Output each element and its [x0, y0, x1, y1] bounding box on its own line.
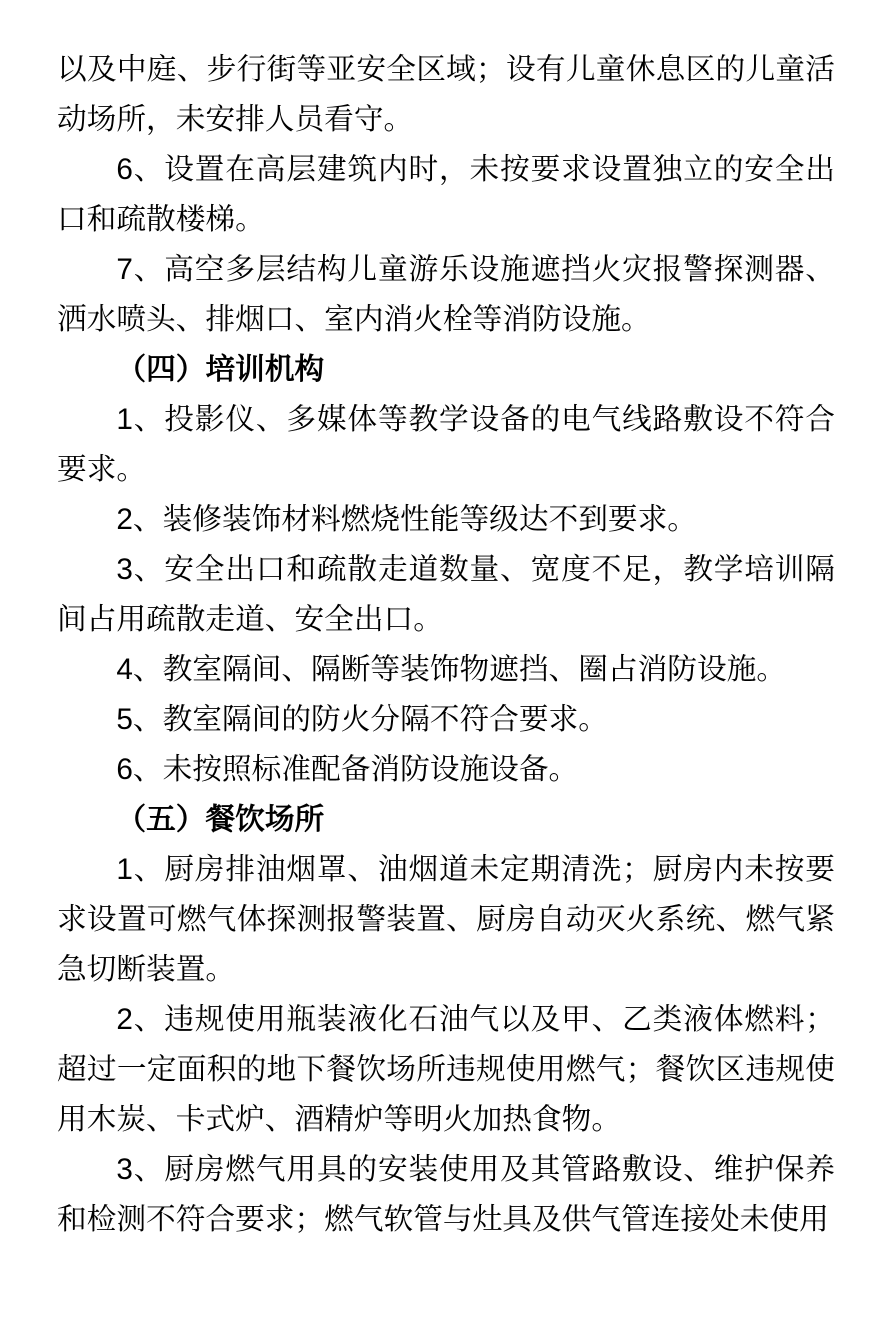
dining-item-2: 2、违规使用瓶装液化石油气以及甲、乙类液体燃料；超过一定面积的地下餐饮场所违规使用燃气；餐饮区违规使用木炭、卡式炉、酒精炉等明火加热食物。: [57, 1003, 835, 1136]
training-item-3: 3、安全出口和疏散走道数量、宽度不足，教学培训隔间占用疏散走道、安全出口。: [57, 553, 835, 636]
document-body: [57, 45, 835, 1245]
training-item-5: 5、教室隔间的防火分隔不符合要求。: [116, 703, 608, 736]
section-heading-training: （四）培训机构: [116, 353, 325, 386]
dining-item-1: 1、厨房排油烟罩、油烟道未定期清洗；厨房内未按要求设置可燃气体探测报警装置、厨房自动灭火系统、燃气紧急切断装置。: [57, 853, 835, 986]
numbered-item-7: 7、高空多层结构儿童游乐设施遮挡火灾报警探测器、洒水喷头、排烟口、室内消火栓等消防设施。: [57, 253, 835, 336]
training-item-4: 4、教室隔间、隔断等装饰物遮挡、圈占消防设施。: [116, 653, 787, 686]
training-item-1: 1、投影仪、多媒体等教学设备的电气线路敷设不符合要求。: [57, 403, 835, 486]
section-heading-dining: （五）餐饮场所: [116, 803, 325, 836]
training-item-6: 6、未按照标准配备消防设施设备。: [116, 753, 579, 786]
numbered-item-6: 6、设置在高层建筑内时，未按要求设置独立的安全出口和疏散楼梯。: [57, 153, 835, 236]
paragraph-continuation: 以及中庭、步行街等亚安全区域；设有儿童休息区的儿童活动场所，未安排人员看守。: [57, 53, 835, 136]
training-item-2: 2、装修装饰材料燃烧性能等级达不到要求。: [116, 503, 697, 536]
dining-item-3: 3、厨房燃气用具的安装使用及其管路敷设、维护保养和检测不符合要求；燃气软管与灶具及供气管连接处未使用: [57, 1153, 835, 1236]
